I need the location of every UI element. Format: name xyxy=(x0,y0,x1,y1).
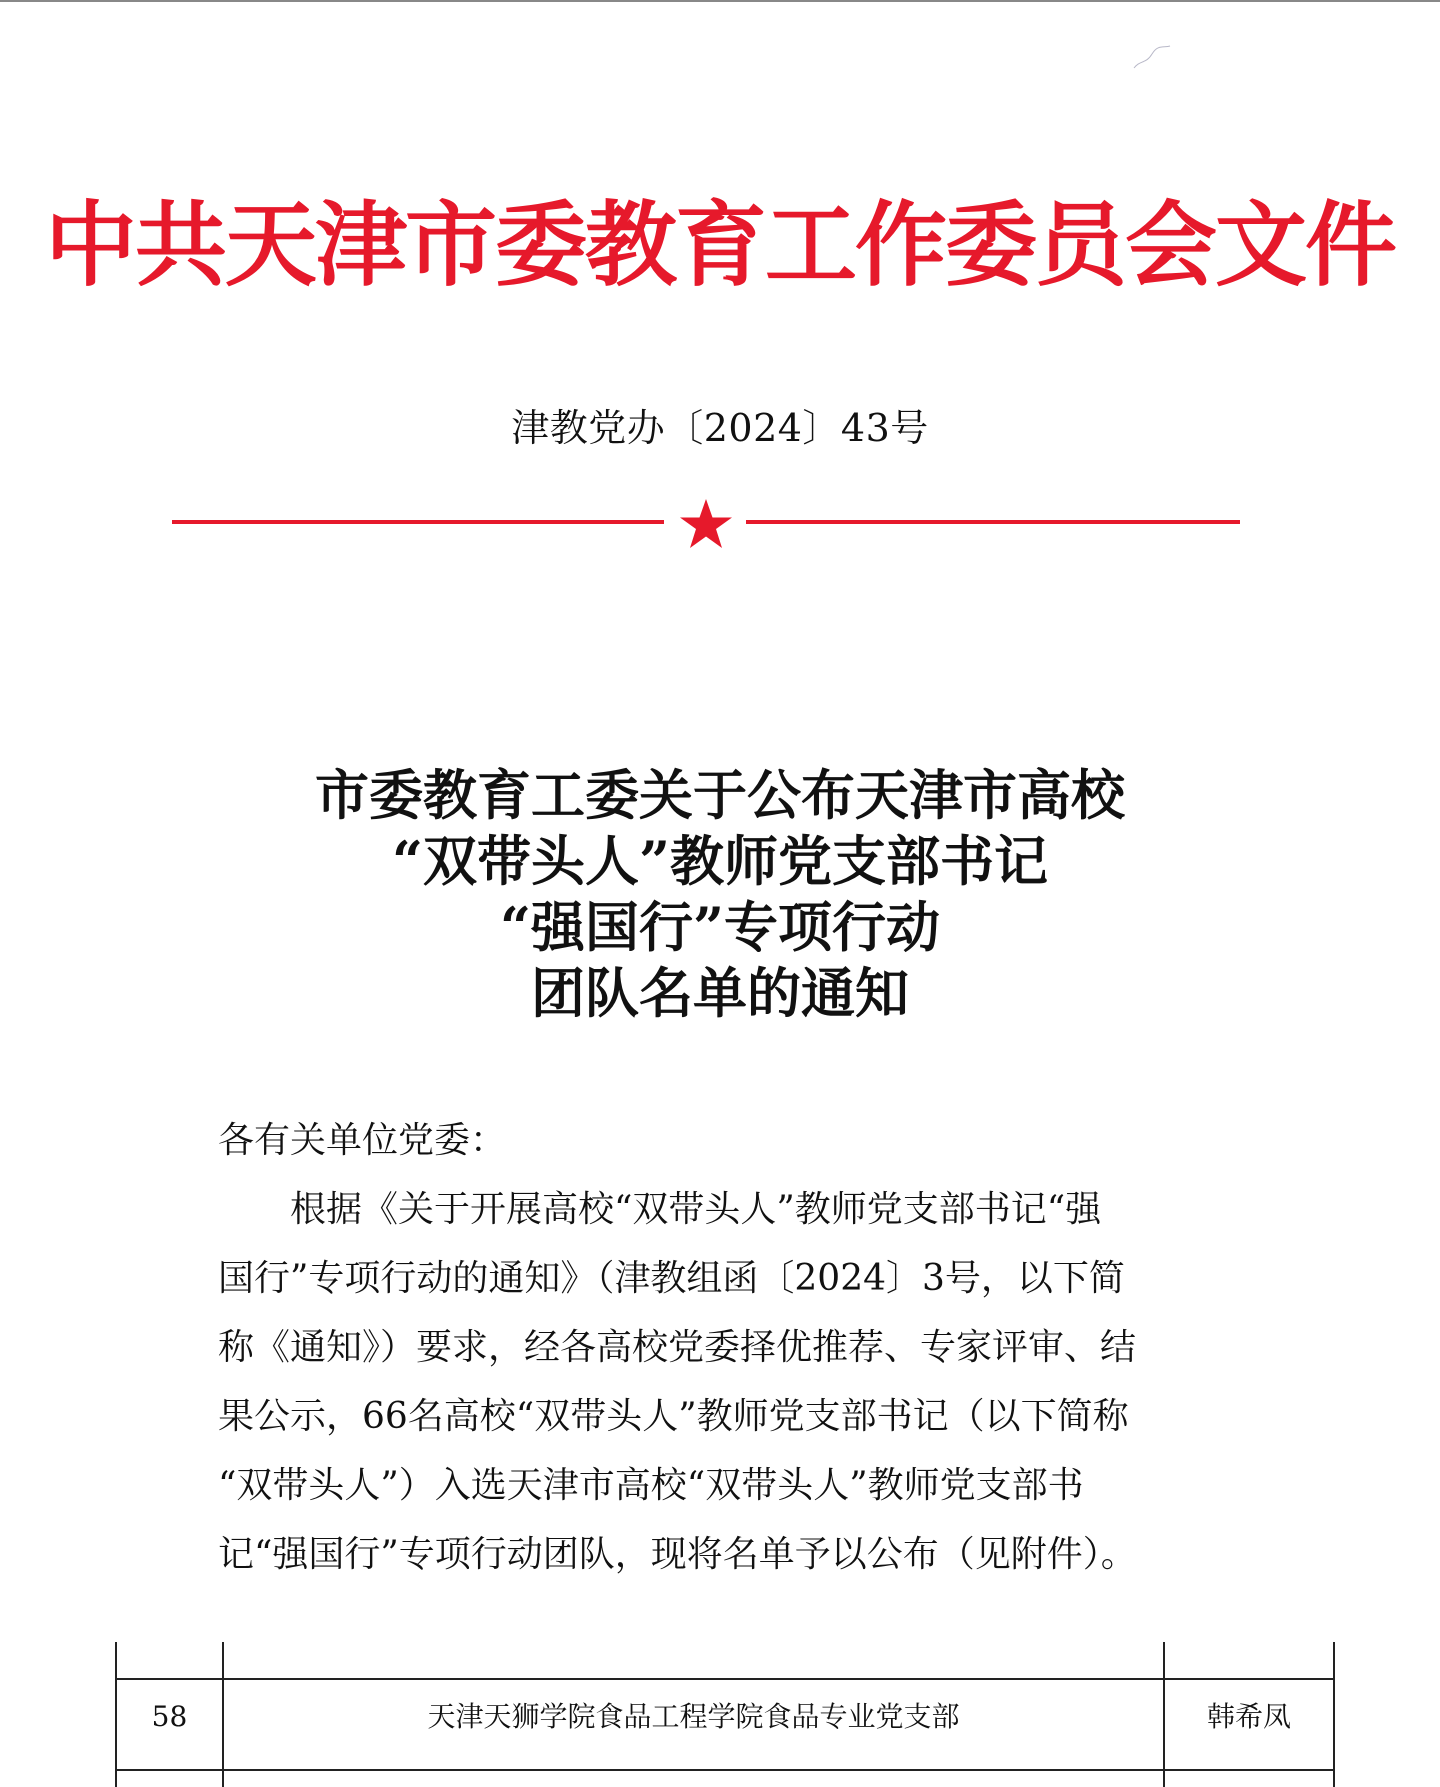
body-line: 根据《关于开展高校“双带头人”教师党支部书记“强 xyxy=(218,1189,1102,1230)
body-paragraph xyxy=(218,1175,1218,1589)
table-cell-name: 韩希凤 xyxy=(1206,1700,1291,1733)
table-cell-unit: 天津天狮学院食品工程学院食品专业党支部 xyxy=(427,1700,960,1733)
body-line: 国行”专项行动的通知》（津教组函〔2024〕3号，以下简 xyxy=(218,1258,1125,1299)
notice-title-line: 团队名单的通知 xyxy=(531,961,909,1025)
table-cell-index: 58 xyxy=(151,1700,188,1733)
issuer-header-title: 中共天津市委教育工作委员会文件 xyxy=(44,191,1395,299)
body-line: 果公示，66名高校“双带头人”教师党支部书记（以下简称 xyxy=(218,1396,1129,1437)
red-rule-left xyxy=(172,520,664,524)
scan-mark-icon xyxy=(1132,42,1172,72)
salutation: 各有关单位党委： xyxy=(218,1120,507,1161)
notice-title-line: “强国行”专项行动 xyxy=(499,895,941,959)
body-line: “双带头人”）入选天津市高校“双带头人”教师党支部书 xyxy=(218,1465,1084,1506)
red-star-icon xyxy=(679,498,733,550)
scan-top-border xyxy=(0,0,1440,2)
notice-title-line: “双带头人”教师党支部书记 xyxy=(391,829,1049,893)
notice-title xyxy=(0,762,1440,1026)
document-number: 津教党办〔2024〕43号 xyxy=(511,406,929,450)
table-column-border xyxy=(1333,1642,1335,1787)
red-rule-right xyxy=(746,520,1240,524)
notice-title-line: 市委教育工委关于公布天津市高校 xyxy=(315,763,1125,827)
attachment-table xyxy=(115,1642,1335,1787)
table-row-border xyxy=(115,1769,1335,1771)
body-line: 称《通知》）要求，经各高校党委择优推荐、专家评审、结 xyxy=(218,1327,1137,1368)
table-row-border xyxy=(115,1678,1335,1680)
body-line: 记“强国行”专项行动团队，现将名单予以公布（见附件）。 xyxy=(218,1534,1137,1575)
